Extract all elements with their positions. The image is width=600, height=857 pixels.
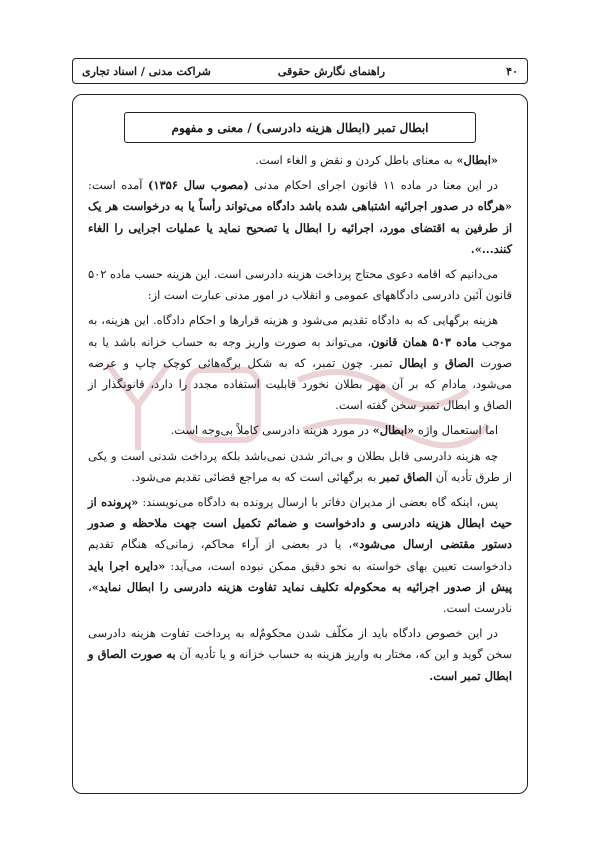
text-run: در این خصوص دادگاه باید از مکلّف شدن محکومٌ‌له به پرداخت تفاوت هزینه دادرسی سخن گوید و این که، مختار به واریز هزینه به حساب خزانه و یا تأدیه آن bbox=[88, 626, 512, 662]
bold-text-run: «پرونده از حیث ابطال هزینه دادرسی و دادخواست و ضمائم تکمیل است جهت ملاحظه و صدور دستور مقتضی ارسال می‌شود» bbox=[88, 495, 512, 552]
paragraph bbox=[88, 492, 512, 619]
paragraph bbox=[88, 420, 512, 441]
bold-text-run: ماده ۵۰۳ همان قانون bbox=[371, 334, 477, 349]
bold-text-run: «ابطال» bbox=[456, 153, 498, 167]
bold-text-run: «دایره اجرا باید پیش از صدور اجرائیه به محکوم‌له تکلیف نماید تفاوت هزینه دادرسی را ابطال نماید» bbox=[88, 558, 512, 594]
paragraph bbox=[88, 150, 512, 171]
text-run: می‌دانیم که اقامه دعوی محتاج پرداخت هزینه دادرسی است. این هزینه حسب ماده ۵۰۲ قانون آئین دادرسی دادگاههای عمومی و انقلاب در امور مدنی عبارت است از: bbox=[88, 267, 512, 303]
text-run: در مورد هزینه دادرسی کاملاً بی‌وجه است. bbox=[170, 423, 373, 438]
text-run: به برگهائی است که به مراجع قضائی تقدیم می‌شود. bbox=[131, 469, 380, 484]
text-run: آمده است: bbox=[88, 178, 148, 193]
topic-title: ابطال تمبر (ابطال هزینه دادرسی) / معنی و مفهوم bbox=[171, 120, 429, 135]
text-run: چه هزینه دادرسی قابل بطلان و بی‌اثر شدن نمی‌باشد بلکه پرداخت شدنی است و یکی از طرق تأدیه آن bbox=[88, 448, 512, 484]
bold-text-run: «ابطال» bbox=[372, 423, 415, 438]
book-title: راهنمای نگارش حقوقی bbox=[277, 64, 386, 78]
page-header bbox=[72, 58, 528, 84]
text-run: و bbox=[426, 355, 445, 370]
text-run: به معنای باطل کردن و نقض و الغاء است. bbox=[255, 153, 457, 167]
text-run: ، نادرست است. bbox=[88, 579, 512, 616]
text-run: ، می‌تواند به صورت واریز وجه به حساب خزانه باشد یا به صورت bbox=[88, 334, 513, 370]
text-run: در این معنا در ماده ۱۱ قانون اجرای احکام مدنی bbox=[248, 178, 499, 193]
bold-text-run: الصاق تمبر bbox=[379, 469, 433, 484]
paragraph bbox=[88, 175, 512, 260]
page-number: ۴۰ bbox=[506, 64, 518, 78]
bold-text-run: (مصوب سال ۱۳۵۶) bbox=[147, 178, 249, 193]
paragraph bbox=[88, 623, 512, 687]
paragraph bbox=[88, 310, 512, 416]
text-run: ، یا در بعضی از آراء محاکم، زمانی‌که هنگام تقدیم دادخواست تعیین بهای خواسته به نحو دقیق ممکن نبوده است، می‌آید: bbox=[88, 537, 513, 573]
body-text bbox=[88, 150, 512, 691]
paragraph bbox=[88, 264, 512, 306]
bold-text-run: به صورت الصاق و ابطال تمبر است. bbox=[88, 647, 512, 683]
text-run: پس، اینکه گاه بعضی از مدیران دفاتر با ارسال پرونده به دادگاه می‌نویسند: bbox=[138, 495, 498, 510]
text-run: هزینه برگهایی که به دادگاه تقدیم می‌شود و هزینه قرارها و احکام دادگاه. این هزینه، به موجب bbox=[88, 313, 512, 349]
bold-text-run: الصاق bbox=[444, 355, 474, 370]
bold-text-run: «هرگاه در صدور اجرائیه اشتباهی شده باشد دادگاه می‌تواند رأساً یا به درخواست هر یک از طرفین به اقتضای مورد، اجرائیه را ابطال یا تصحیح نماید یا عملیات اجرایی را الغاء کنند...». bbox=[88, 199, 512, 256]
text-run: اما استعمال واژه bbox=[414, 423, 498, 438]
text-run: تمبر. چون تمبر، که به شکل برگه‌هائی کوچک چاپ و عرضه می‌شود، مادام که بر آن مهر بطلان نخورد قابلیت استفاده مجدد را دارد، قانونگذار از الصاق و ابطال تمبر سخن گفته است. bbox=[88, 355, 512, 413]
section-title: شراکت مدنی / اسناد تجاری bbox=[82, 64, 211, 78]
topic-title-box bbox=[124, 112, 476, 143]
paragraph bbox=[88, 446, 512, 488]
bold-text-run: ابطال bbox=[399, 355, 427, 370]
